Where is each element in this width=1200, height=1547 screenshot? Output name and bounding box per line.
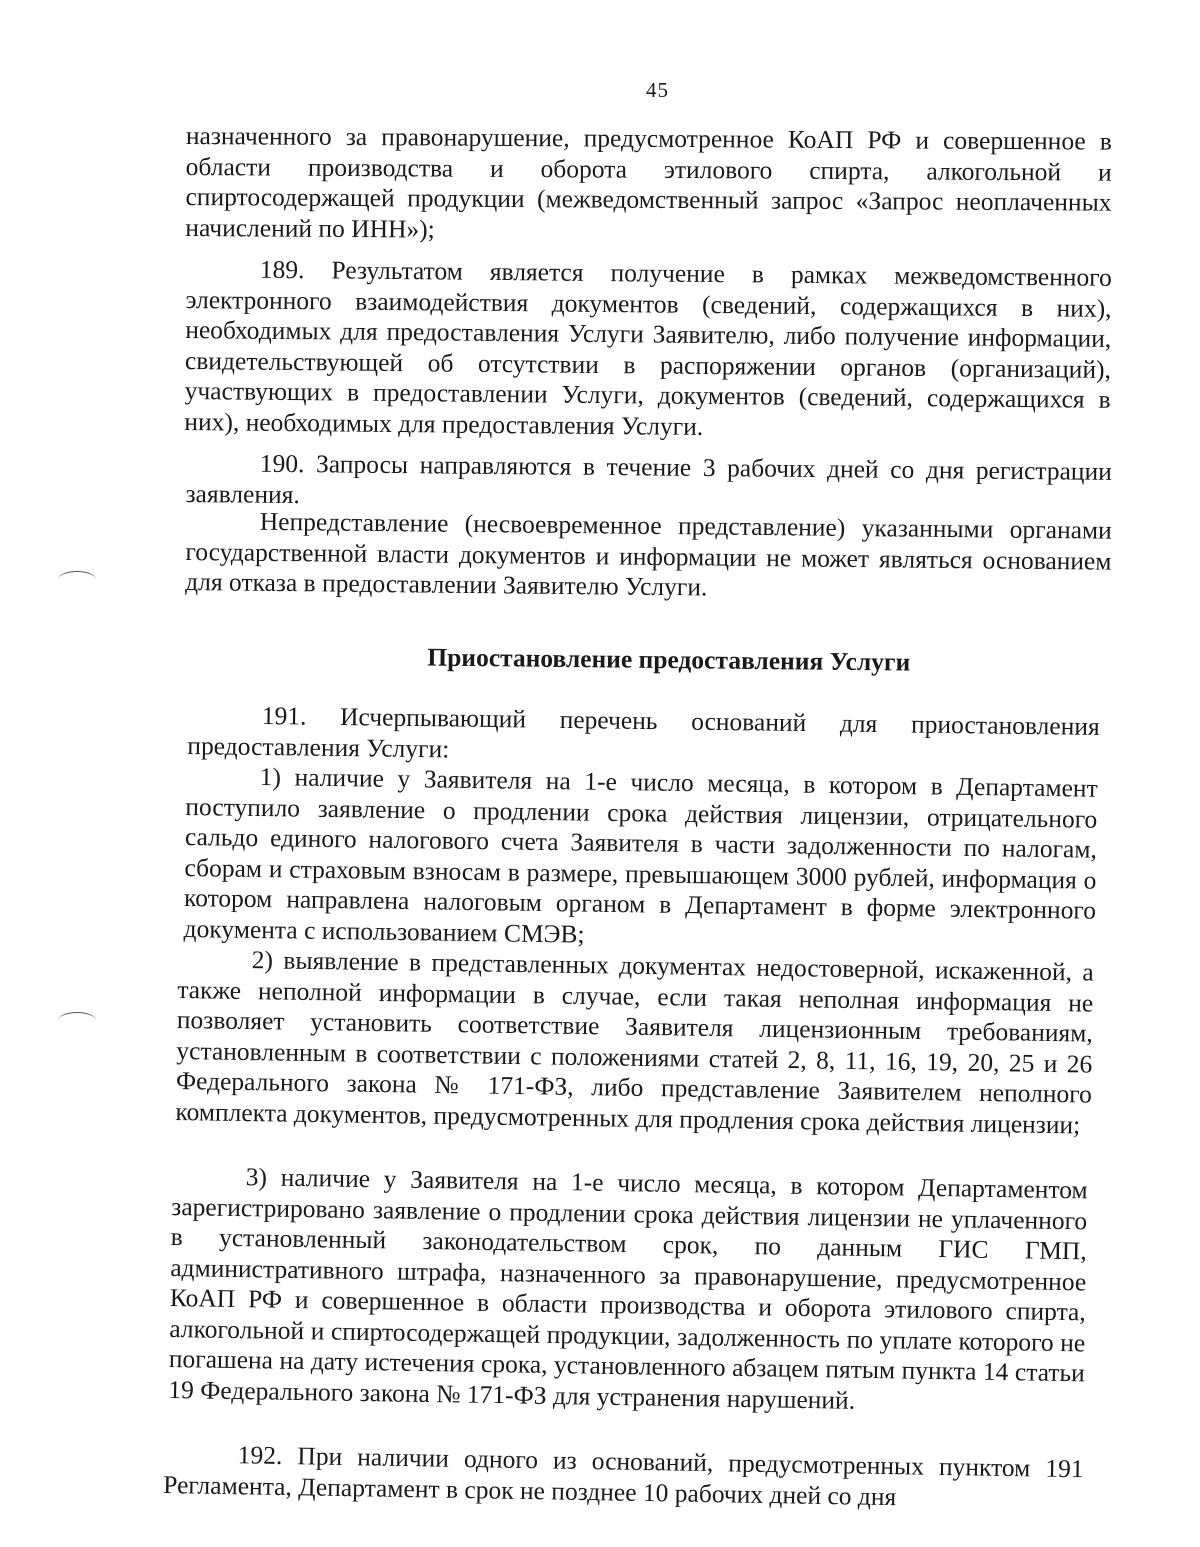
list-item-2: [175, 944, 1094, 1141]
list-item-1: [183, 761, 1097, 957]
paragraph-text: 3) наличие у Заявителя на 1-е число месяца, в котором Департаментом зарегистрировано заявление о продлении срока действия лицензии не уплаченного в установленный законодательством срок, по данным ГИС ГМП, административного штрафа, назначенного за правонарушение, предусмотренное КоАП РФ и совершенное в области производства и оборота этилового спирта, алкогольной и спиртосодержащей продукции, задолженность по уплате которого не погашена на дату истечения срока, установленного абзацем пятым пункта 14 статьи 19 Федерального закона № 171-ФЗ для устранения нарушений.: [168, 1162, 1088, 1415]
paragraph-text: назначенного за правонарушение, предусмотренное КоАП РФ и совершенное в области производства и оборота этилового спирта, алкогольной и спиртосодержащей продукции (межведомственный запрос «Запрос неоплаченных начислений по ИНН»);: [185, 121, 1112, 244]
punch-hole-mark: [58, 571, 96, 588]
paragraph-text: 1) наличие у Заявителя на 1-е число месяца, в котором в Департамент поступило заявление о продлении срока действия лицензии, отрицательного сальдо единого налогового счета Заявителя в части задолженности по налогам, сборам и страховым взносам в размере, превышающем 3000 рублей, информация о котором направлена налоговым органом в Департамент в форме электронного документа с использованием СМЭВ;: [183, 762, 1098, 949]
paragraph-text: 191. Исчерпывающий перечень оснований для приостановления предоставления Услуги:: [187, 700, 1100, 763]
paragraph-text: 189. Результатом является получение в рамках межведомственного электронного взаимодействия документов (сведений, содержащихся в них), необходимых для предоставления Услуги Заявителю, либо получение информации, свидетельствующей об отсутствии в распоряжении органов (организаций), участвующих в предоставлении Услуги, документов (сведений, содержащихся в них), необходимых для предоставления Услуги.: [184, 254, 1112, 441]
paragraph-continued: [185, 121, 1112, 249]
paragraph-text: Непредставление (несвоевременное представление) указанными органами государственной власти документов и информации не может являться основанием для отказа в предоставлении Заявителю Услуги.: [185, 506, 1112, 602]
punch-hole-mark: [58, 1012, 96, 1029]
section-heading: Приостановление предоставления Услуги: [427, 642, 911, 677]
paragraph-nepredstavlenie: [185, 506, 1112, 607]
paragraph-189: [184, 254, 1112, 446]
paragraph-text: 2) выявление в представленных документах недостоверной, искаженной, а также неполной информации в случае, если такая неполная информация не позволяет установить соответствие Заявителя лицензионным требованиям, установленным в соответствии с положениями статей 2, 8, 11, 16, 19, 20, 25 и 26 Федерального закона № 171-ФЗ, либо представление Заявителем неполного комплекта документов, предусмотренных для продления срока действия лицензии;: [175, 945, 1094, 1139]
paragraph-text: 190. Запросы направляются в течение 3 рабочих дней со дня регистрации заявления.: [185, 448, 1112, 509]
paragraph-text: 192. При наличии одного из оснований, предусмотренных пунктом 191 Регламента, Департамент в срок не позднее 10 рабочих дней со дня: [163, 1440, 1084, 1511]
paragraph-192: [163, 1439, 1084, 1515]
list-item-3: [168, 1161, 1088, 1419]
page-number: 45: [646, 78, 669, 102]
